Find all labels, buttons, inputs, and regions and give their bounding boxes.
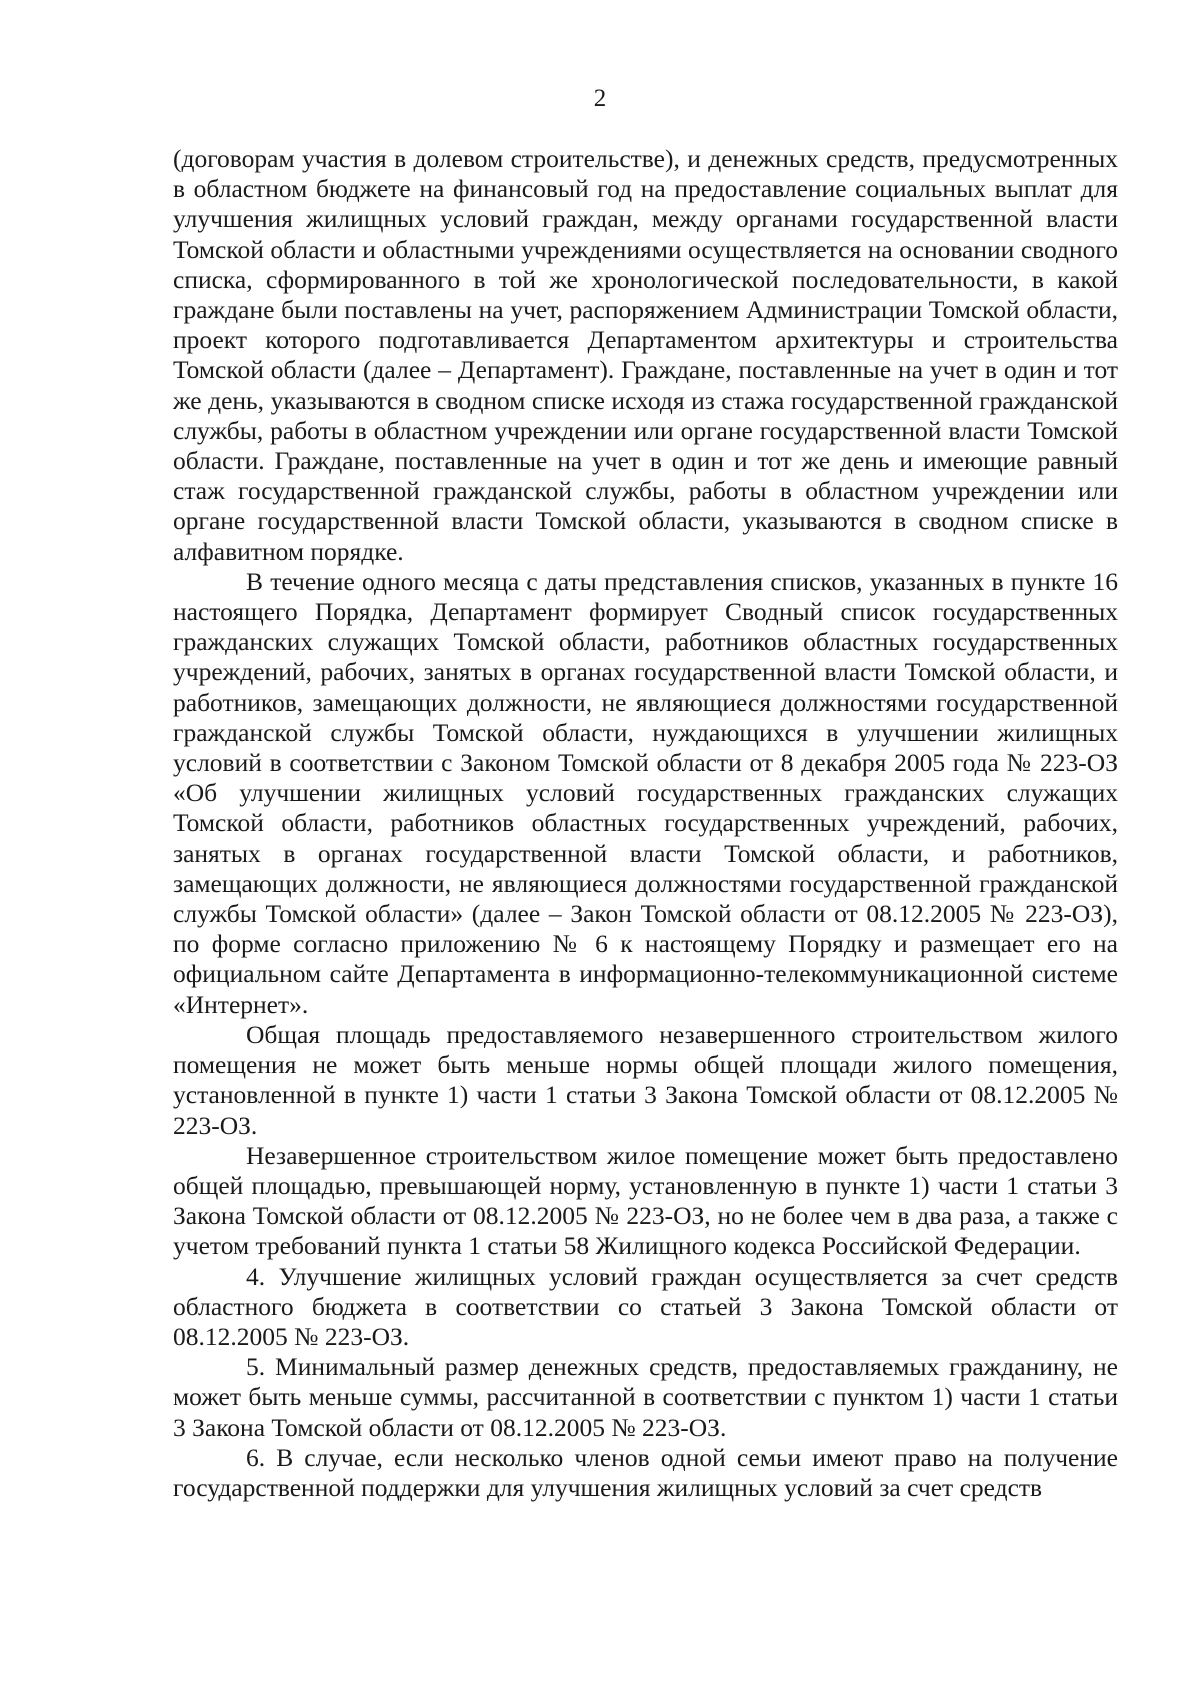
paragraph-exceeding-area: Незавершенное строительством жилое помещение может быть предоставлено общей площадью, превышающей норму, установленную в пункте 1) части 1 статьи 3 Закона Томской области от 08.12.2005 № 223-ОЗ, но не более чем в два раза, а также с учетом требований пункта 1 статьи 58 Жилищного кодекса Российской Федерации. (173, 1140, 1118, 1261)
paragraph-item-4: 4. Улучшение жилищных условий граждан осуществляется за счет средств областного бюджета в соответствии со статьей 3 Закона Томской области от 08.12.2005 № 223-ОЗ. (173, 1261, 1118, 1351)
paragraph-item-5: 5. Минимальный размер денежных средств, предоставляемых гражданину, не может быть меньше суммы, рассчитанной в соответствии с пунктом 1) части 1 статьи 3 Закона Томской области от 08.12.2005 № 223-ОЗ. (173, 1352, 1118, 1442)
paragraph-item-6: 6. В случае, если несколько членов одной семьи имеют право на получение государственной поддержки для улучшения жилищных условий за счет средств (173, 1442, 1118, 1502)
document-body (173, 144, 1118, 1503)
paragraph-continuation: (договорам участия в долевом строительстве), и денежных средств, предусмотренных в областном бюджете на финансовый год на предоставление социальных выплат для улучшения жилищных условий граждан, между органами государственной власти Томской области и областными учреждениями осуществляется на основании сводного списка, сформированного в той же хронологической последовательности, в какой граждане были поставлены на учет, распоряжением Администрации Томской области, проект которого подготавливается Департаментом архитектуры и строительства Томской области (далее – Департамент). Граждане, поставленные на учет в один и тот же день, указываются в сводном списке исходя из стажа государственной гражданской службы, работы в областном учреждении или органе государственной власти Томской области. Граждане, поставленные на учет в один и тот же день и имеющие равный стаж государственной гражданской службы, работы в областном учреждении или органе государственной власти Томской области, указываются в сводном списке в алфавитном порядке. (173, 144, 1118, 566)
page-number: 2 (593, 85, 607, 112)
paragraph-total-area: Общая площадь предоставляемого незавершенного строительством жилого помещения не может быть меньше нормы общей площади жилого помещения, установленной в пункте 1) части 1 статьи 3 Закона Томской области от 08.12.2005 № 223-ОЗ. (173, 1019, 1118, 1140)
paragraph-consolidated-list: В течение одного месяца с даты представления списков, указанных в пункте 16 настоящего Порядка, Департамент формирует Сводный список государственных гражданских служащих Томской области, работников областных государственных учреждений, рабочих, занятых в органах государственной власти Томской области, и работников, замещающих должности, не являющиеся должностями государственной гражданской службы Томской области, нуждающихся в улучшении жилищных условий в соответствии с Законом Томской области от 8 декабря 2005 года № 223-ОЗ «Об улучшении жилищных условий государственных гражданских служащих Томской области, работников областных государственных учреждений, рабочих, занятых в органах государственной власти Томской области, и работников, замещающих должности, не являющиеся должностями государственной гражданской службы Томской области» (далее – Закон Томской области от 08.12.2005 № 223-ОЗ), по форме согласно приложению № 6 к настоящему Порядку и размещает его на официальном сайте Департамента в информационно-телекоммуникационной системе «Интернет». (173, 566, 1118, 1019)
